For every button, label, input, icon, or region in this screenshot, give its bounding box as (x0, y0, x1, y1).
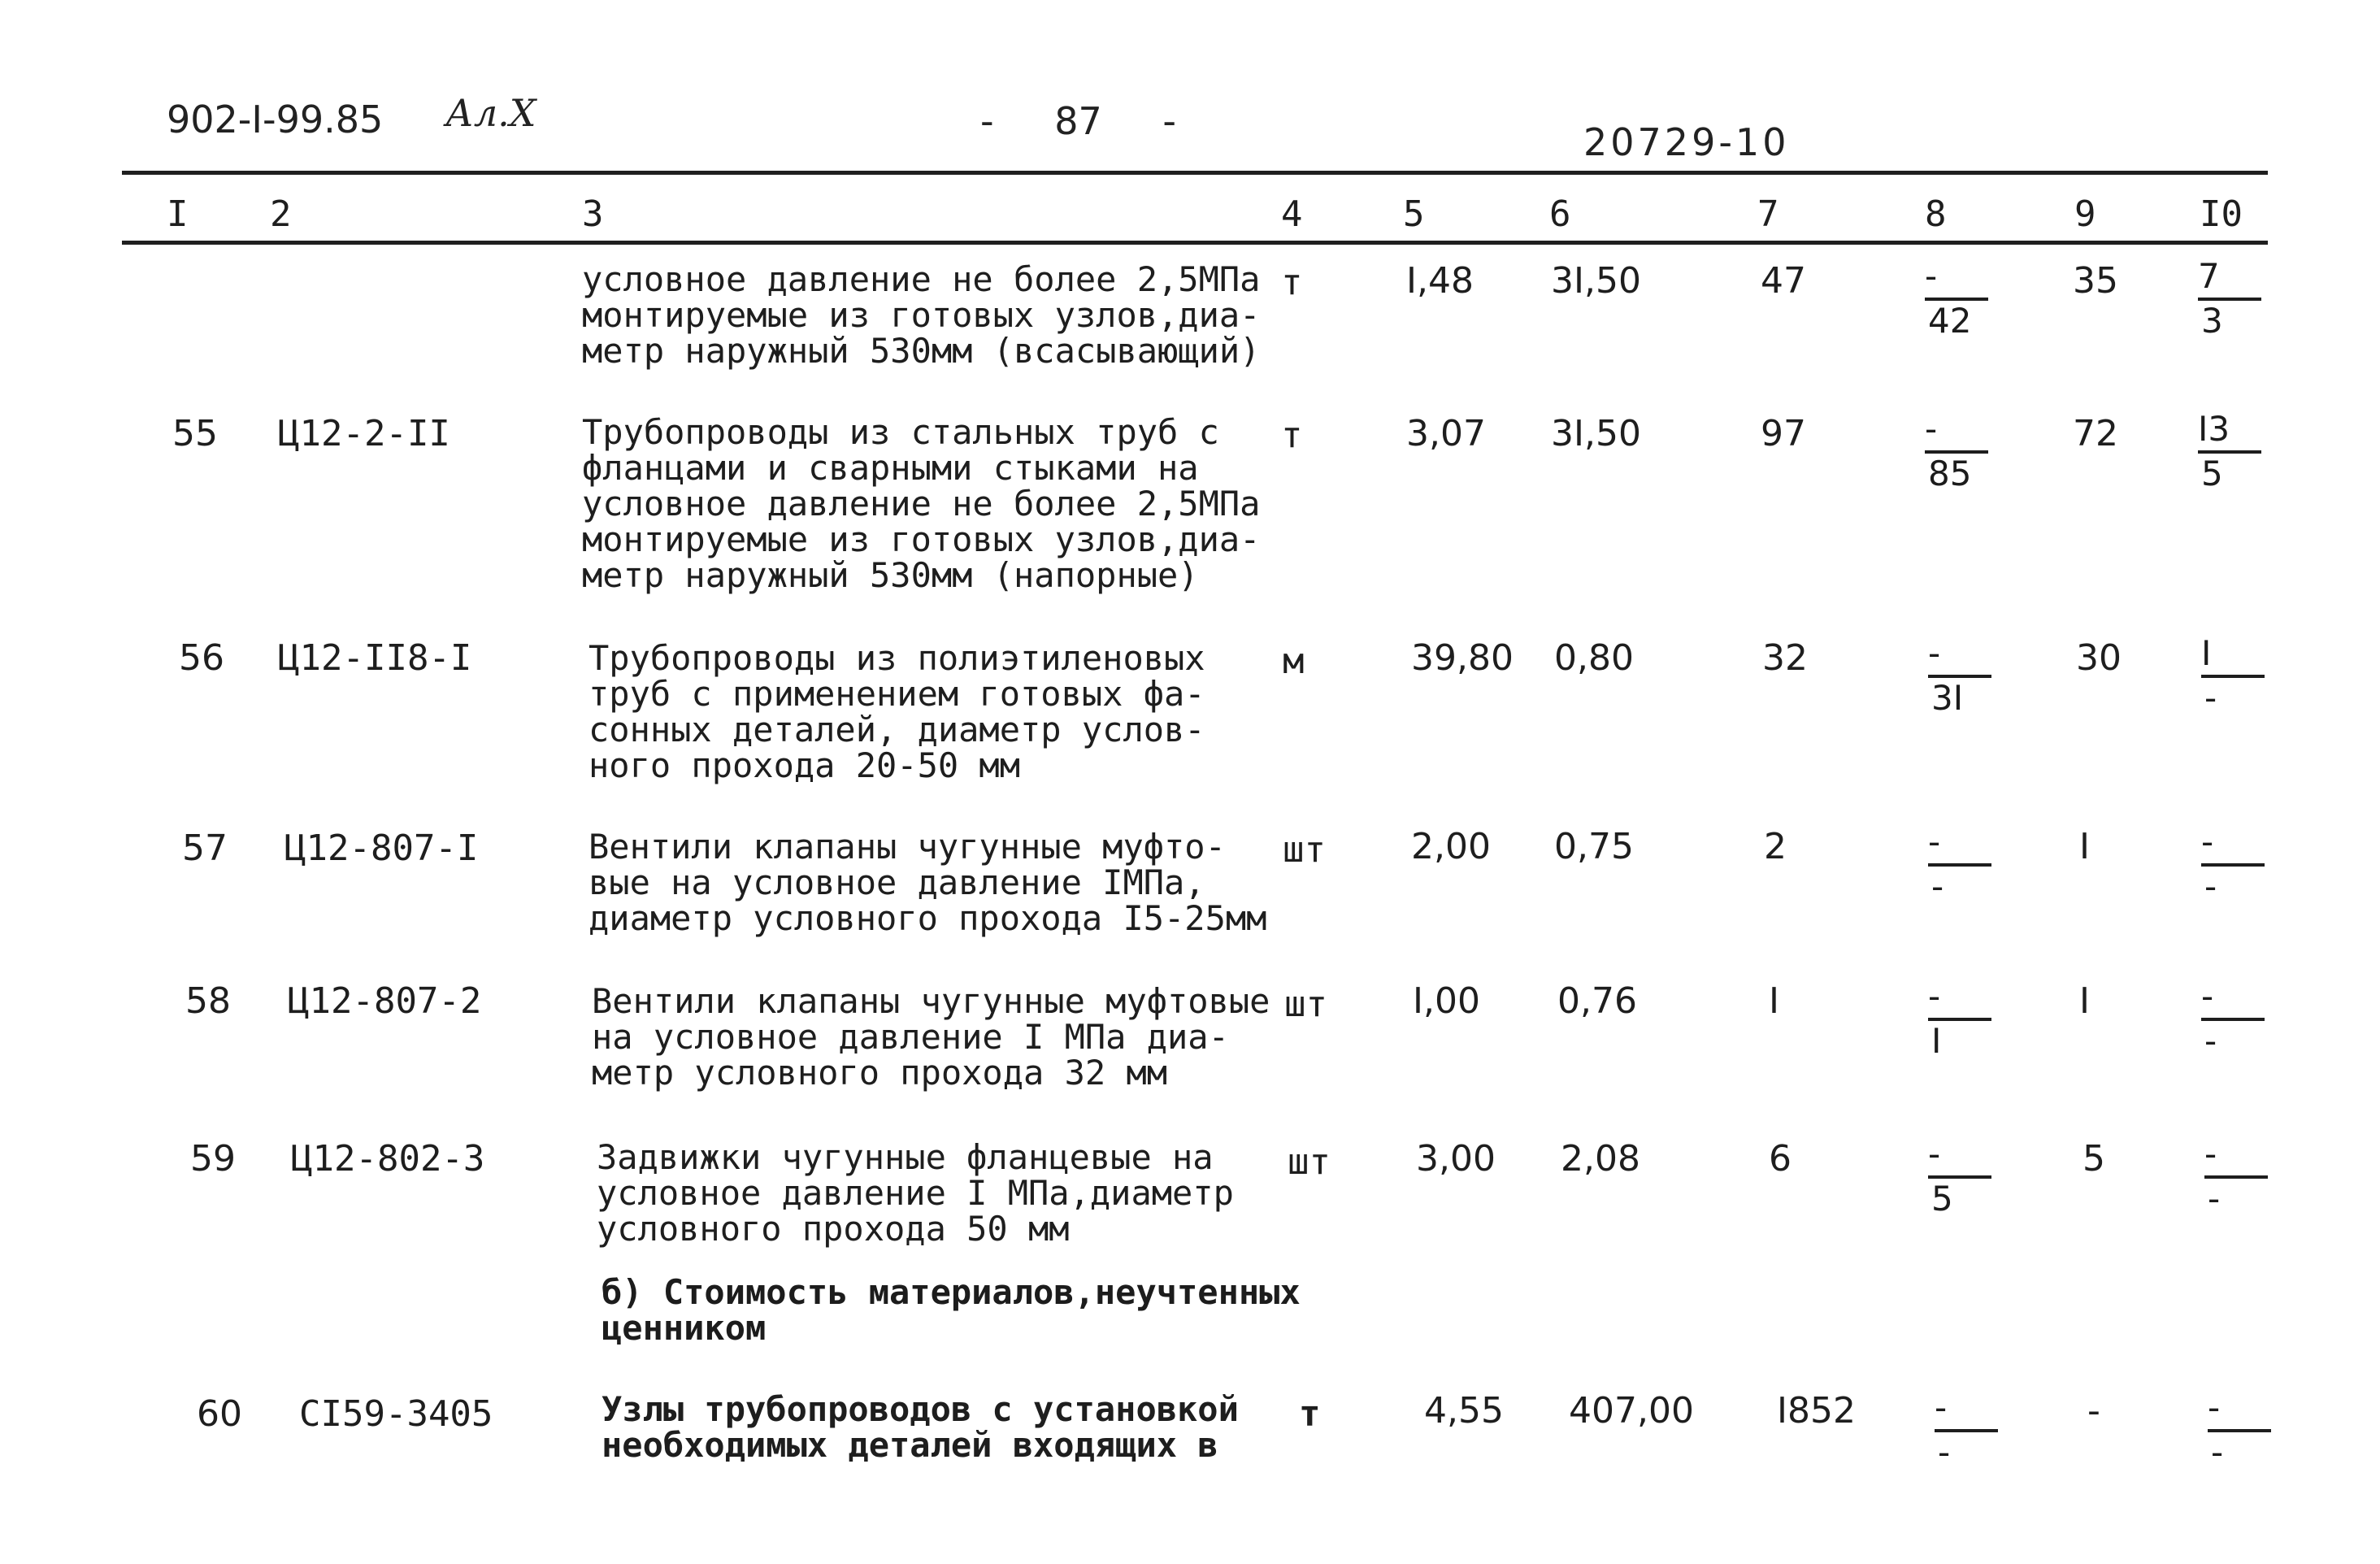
column-header-4: 4 (1281, 193, 1303, 235)
row-quantity: 39,80 (1411, 637, 1514, 679)
album-number: Ал.X (445, 91, 536, 135)
row-code: СI59-3405 (299, 1393, 493, 1435)
row-total: 6 (1769, 1138, 1792, 1180)
row-description: Вентили клапаны чугунные муфтовые на условное давление I МПа диа- метр условного прохода 32 мм (592, 981, 1270, 1093)
row-col10-fraction: I - (2201, 637, 2266, 719)
row-quantity: I,48 (1406, 260, 1474, 302)
row-col8-fraction: - 5 (1928, 1138, 1993, 1219)
row-description: Трубопроводы из стальных труб с фланцами и сварными стыками на условное давление не более 2,5МПа монтируемые из готовых узлов,диа- метр наружный 530мм (напорные) (582, 412, 1261, 595)
row-unit: шт (1283, 829, 1326, 871)
document-code: 902-I-99.85 (167, 98, 384, 141)
column-header-8: 8 (1925, 193, 1947, 235)
row-description: Трубопроводы из полиэтиленовых труб с применением готовых фа- сонных деталей, диаметр услов- ного прохода 20-50 мм (588, 638, 1205, 785)
row-col9: 5 (2082, 1138, 2105, 1180)
column-header-1: I (167, 193, 189, 235)
row-code: Ц12-807-2 (288, 980, 482, 1022)
row-col8-fraction: - 85 (1925, 413, 1990, 494)
row-col9: I (2079, 980, 2090, 1022)
row-unit: м (1283, 641, 1305, 682)
column-header-2: 2 (270, 193, 292, 235)
row-col8-fraction: - - (1935, 1392, 2000, 1473)
row-col10-fraction: - - (2201, 980, 2266, 1062)
row-code: Ц12-2-II (278, 413, 450, 454)
row-code: Ц12-807-I (284, 828, 479, 869)
column-header-6: 6 (1549, 193, 1571, 235)
column-header-7: 7 (1757, 193, 1779, 235)
row-description: Задвижки чугунные фланцевые на условное давление I МПа,диаметр условного прохода 50 мм (597, 1137, 1234, 1249)
row-number: 58 (185, 980, 231, 1022)
row-quantity: 3,07 (1406, 413, 1486, 454)
row-quantity: I,00 (1413, 980, 1480, 1022)
row-total: I852 (1777, 1390, 1856, 1431)
row-col8-fraction: - - (1928, 826, 1993, 907)
column-header-5: 5 (1403, 193, 1425, 235)
row-unit: шт (1288, 1141, 1331, 1183)
row-col9: I (2079, 826, 2090, 867)
row-unit-price: 2,08 (1561, 1138, 1640, 1180)
row-col9: 30 (2076, 637, 2122, 679)
row-total: 47 (1761, 260, 1806, 302)
row-number: 57 (182, 828, 228, 869)
row-description: Узлы трубопроводов с установкой необходимых деталей входящих в (602, 1389, 1239, 1465)
row-col10-fraction: $\frac{I3}{5}$ (2198, 413, 2263, 494)
column-header-9: 9 (2074, 193, 2096, 235)
page-number: - 87 - (980, 99, 1176, 143)
row-unit: шт (1284, 984, 1327, 1025)
row-total: I (1769, 980, 1779, 1022)
row-unit-price: 0,76 (1557, 980, 1637, 1022)
row-quantity: 2,00 (1411, 826, 1491, 867)
row-col8-fraction: - I (1928, 980, 1993, 1062)
row-unit-price: 407,00 (1569, 1390, 1694, 1431)
row-quantity: 4,55 (1424, 1390, 1504, 1431)
row-number: 60 (197, 1393, 242, 1435)
row-unit-price: 0,80 (1554, 637, 1634, 679)
row-col9: 72 (2073, 413, 2118, 454)
row-unit-price: 3I,50 (1551, 260, 1641, 302)
column-header-10: I0 (2200, 193, 2243, 235)
row-description: Вентили клапаны чугунные муфто- вые на условное давление IМПа, диаметр условного прохода I5-25мм (588, 827, 1267, 938)
row-col10-fraction: - - (2208, 1392, 2273, 1473)
row-col9: - (2087, 1390, 2100, 1431)
row-code: Ц12-802-3 (291, 1138, 485, 1180)
row-quantity: 3,00 (1416, 1138, 1496, 1180)
row-unit-price: 3I,50 (1551, 413, 1641, 454)
row-col10-fraction: - - (2201, 826, 2266, 907)
row-col8-fraction: - 3I (1928, 637, 1993, 719)
row-col8-fraction: - 42 (1925, 260, 1990, 341)
row-col10-fraction: - - (2204, 1138, 2269, 1219)
row-number: 59 (190, 1138, 236, 1180)
section-heading: б) Стоимость материалов,неучтенных ценником (602, 1272, 1301, 1348)
row-number: 55 (172, 413, 218, 454)
row-unit: т (1281, 262, 1303, 303)
row-unit: т (1299, 1393, 1321, 1435)
row-code: Ц12-II8-I (278, 637, 472, 679)
row-total: 32 (1762, 637, 1808, 679)
row-number: 56 (179, 637, 224, 679)
row-total: 97 (1761, 413, 1806, 454)
column-header-3: 3 (582, 193, 604, 235)
row-total: 2 (1764, 826, 1787, 867)
row-col10-fraction: $\frac{7}{3}$ (2198, 260, 2263, 341)
row-col9: 35 (2073, 260, 2118, 302)
row-unit: т (1281, 415, 1303, 456)
inventory-number: 20729-10 (1583, 120, 1790, 164)
row-description: условное давление не более 2,5МПа монтируемые из готовых узлов,диа- метр наружный 530мм (всасывающий) (582, 259, 1261, 371)
top-rule (122, 171, 2268, 175)
row-unit-price: 0,75 (1554, 826, 1634, 867)
header-rule (122, 241, 2268, 245)
